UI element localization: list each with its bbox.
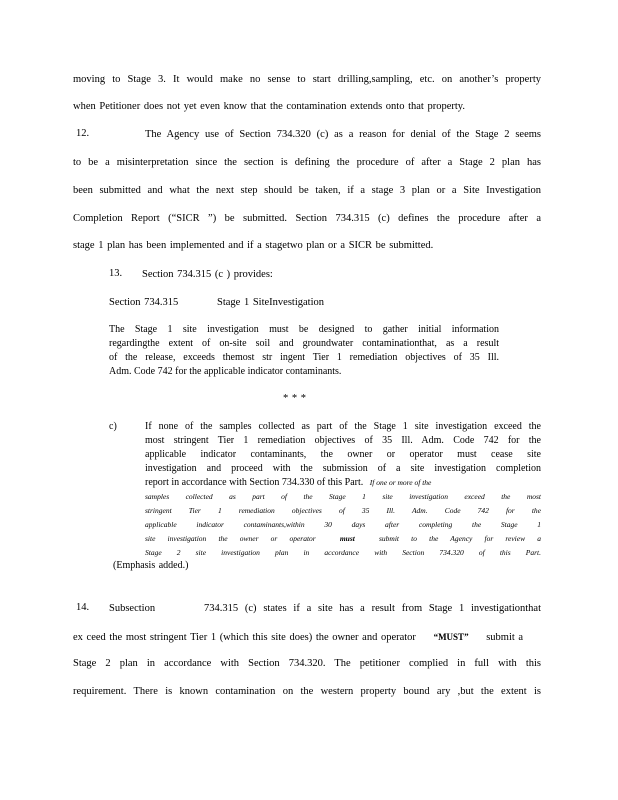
paragraph-line: when Petitioner does not yet even know that the contamination extends onto that property. — [73, 101, 465, 112]
quote-line: applicable indicator contaminants, the owner or operator must cease site — [145, 449, 541, 460]
quote-text: report in accordance with Section 734.330 of this Part. — [145, 477, 364, 488]
paragraph-line: to be a misinterpretation since the section is defining the procedure of after a Stage 2 plan has — [73, 157, 541, 168]
paragraph-line: stage 1 plan has been implemented and if a stagetwo plan or a SICR be submitted. — [73, 240, 434, 251]
paragraph-line: been submitted and what the next step should be taken, if a stage 3 plan or a Site Investigation — [73, 185, 541, 196]
paragraph-number: 13. — [109, 268, 123, 279]
ellipsis-asterisks: * * * — [283, 393, 306, 404]
quote-line: most stringent Tier 1 remediation objectives of 35 Ill. Adm. Code 742 for the — [145, 435, 541, 446]
paragraph-line: Completion Report (“SICR ”) be submitted. Section 734.315 (c) defines the procedure after a — [73, 213, 541, 224]
quote-line: Adm. Code 742 for the applicable indicator contaminants. — [109, 366, 342, 377]
paragraph-line: The Agency use of Section 734.320 (c) as a reason for denial of the Stage 2 seems — [145, 129, 541, 140]
emphasized-line: applicable indicator contaminants,within 30 days after completing the Stage 1 — [145, 520, 541, 529]
paragraph-line — [73, 630, 541, 645]
emphasized-line: samples collected as part of the Stage 1 site investigation exceed the most — [145, 492, 541, 501]
paragraph-line: requirement. There is known contamination on the western property bound ary ,but the extent is — [73, 686, 541, 697]
emphasized-must: must — [339, 534, 355, 543]
item-label: c) — [109, 421, 117, 432]
paragraph-text: ex ceed the most stringent Tier 1 (which this site does) the owner and operator — [73, 632, 416, 643]
block-quote — [109, 324, 499, 377]
emphasized-text: submit to the Agency for review a — [379, 534, 541, 543]
emphasized-text: site investigation the owner or operator — [145, 534, 316, 543]
quote-line: The Stage 1 site investigation must be designed to gather initial information — [109, 324, 499, 335]
emphasized-line: stringent Tier 1 remediation objectives of 35 Ill. Adm. Code 742 for the — [145, 506, 541, 515]
subsection-c — [145, 421, 541, 558]
quote-line: investigation and proceed with the submission of a site investigation completion — [145, 463, 541, 474]
section-heading-title: Stage 1 SiteInvestigation — [217, 297, 324, 308]
paragraph-line: 734.315 (c) states if a site has a result from Stage 1 investigationthat — [204, 603, 541, 614]
paragraph-line: Section 734.315 (c ) provides: — [142, 269, 273, 280]
quote-line: If none of the samples collected as part of the Stage 1 site investigation exceed the — [145, 421, 541, 432]
emphasized-line — [145, 533, 541, 544]
quote-line: of the release, exceeds themost str ingent Tier 1 remediation objectives of 35 Ill. — [109, 352, 499, 363]
emphasized-text: If one or more of the — [369, 478, 432, 487]
paragraph-text: submit a — [486, 632, 524, 643]
paragraph-number: 12. — [76, 128, 90, 139]
emphasis-note: (Emphasis added.) — [113, 560, 189, 571]
paragraph-number: 14. — [76, 602, 90, 613]
quote-line: regardingthe extent of on-site soil and groundwater contaminationthat, as a result — [109, 338, 499, 349]
section-heading-number: Section 734.315 — [109, 297, 179, 308]
emphasized-must: “MUST” — [433, 632, 469, 642]
paragraph-line: Subsection — [109, 603, 156, 614]
emphasized-line: Stage 2 site investigation plan in accordance with Section 734.320 of this Part. — [145, 548, 541, 557]
paragraph-line: moving to Stage 3. It would make no sense to start drilling,sampling, etc. on another’s property — [73, 74, 541, 85]
quote-line — [145, 477, 541, 488]
paragraph-line: Stage 2 plan in accordance with Section 734.320. The petitioner complied in full with this — [73, 658, 541, 669]
